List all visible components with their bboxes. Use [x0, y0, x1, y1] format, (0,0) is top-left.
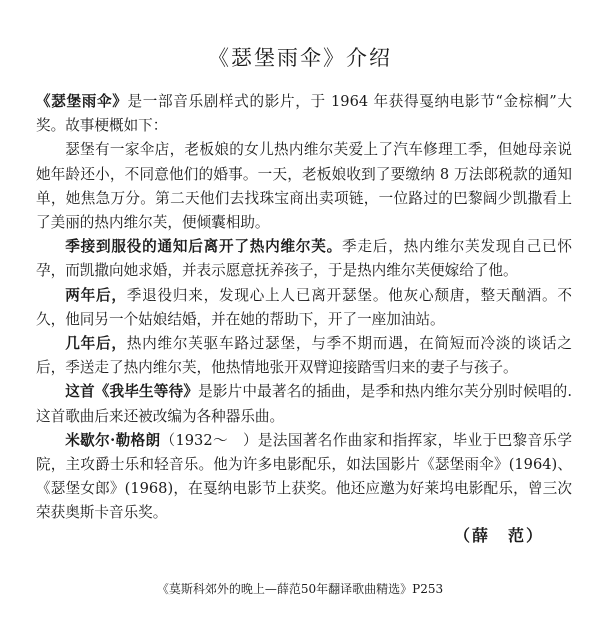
paragraph-text: 瑟堡有一家伞店，老板娘的女儿热内维尔芙爱上了汽车修理工季，但她母亲说她年龄还小，不同意他们的婚事。一天，老板娘收到了要缴纳 8 万法郎税款的通知单，她焦急万分。第二天他们去找珠宝商出卖项链，一位路过的巴黎阔少凯撒看上了美丽的热内维尔芙，便倾囊相助。	[36, 141, 572, 232]
paragraph-lead: 这首《我毕生等待》	[65, 383, 199, 401]
paragraph-text: 季走后，热内维尔芙发现自己已怀孕，而凯撒向她求婚，并表示愿意抚养孩子，于是热内维尔芙便嫁给了他。	[36, 238, 572, 280]
source-citation: 《莫斯科郊外的晚上—薛范50年翻译歌曲精选》P253	[156, 582, 444, 596]
paragraph-lead: 《瑟堡雨伞》	[36, 93, 128, 110]
plot-paragraph-1	[36, 138, 572, 235]
plot-paragraph-2	[36, 235, 572, 283]
intro-paragraph	[36, 90, 572, 138]
composer-paragraph	[36, 429, 572, 526]
plot-paragraph-3	[36, 284, 572, 332]
plot-paragraph-4	[36, 332, 572, 380]
article-body	[36, 90, 572, 526]
paragraph-text: 热内维尔芙驱车路过瑟堡，与季不期而遇，在简短而冷淡的谈话之后，季送走了热内维尔芙，他热情地张开双臂迎接踏雪归来的妻子与孩子。	[36, 335, 572, 377]
paragraph-text: 是影片中最著名的插曲，是季和热内维尔芙分别时候唱的. 这首歌曲后来还被改编为各种器乐曲。	[36, 383, 572, 425]
song-paragraph	[36, 380, 572, 428]
paragraph-lead: 几年后，	[65, 335, 127, 353]
article-title: 《瑟堡雨伞》介绍	[208, 46, 392, 70]
paragraph-text: 是一部音乐剧样式的影片，于 1964 年获得戛纳电影节“金棕榈”大奖。故事梗概如下：	[36, 93, 572, 135]
paragraph-lead: 两年后，	[65, 286, 127, 304]
paragraph-text: （1932～ ）是法国著名作曲家和指挥家，毕业于巴黎音乐学院，主攻爵士乐和轻音乐。他为许多电影配乐，如法国影片《瑟堡雨伞》(1964)、《瑟堡女郎》(1968)，在戛纳电影节上获奖。他还应邀为好莱坞电影配乐，曾三次荣获奥斯卡音乐奖。	[36, 431, 572, 522]
paragraph-lead: 米歇尔·勒格朗	[65, 431, 161, 449]
paragraph-text: 季退役归来，发现心上人已离开瑟堡。他灰心颓唐，整天酗酒。不久，他同另一个姑娘结婚，并在她的帮助下，开了一座加油站。	[36, 286, 572, 328]
author-signature: （薛 范）	[453, 526, 544, 545]
paragraph-lead: 季接到服役的通知后离开了热内维尔芙。	[65, 238, 343, 256]
